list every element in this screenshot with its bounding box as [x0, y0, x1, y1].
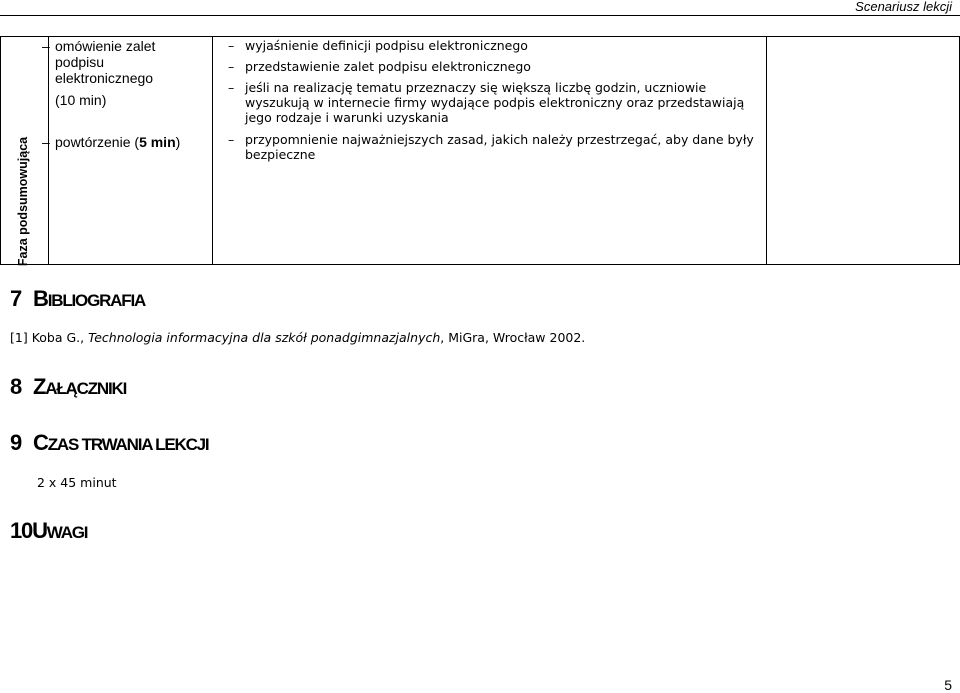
section-number: 8	[10, 374, 22, 399]
lesson-table	[0, 0, 960, 300]
row2-time-value: 5 min	[139, 134, 176, 150]
list-item-text: wyjaśnienie definicji podpisu elektronicznego	[245, 38, 528, 53]
bibliography-entry	[10, 330, 585, 345]
table-divider-1	[48, 36, 49, 264]
table-bottom-rule	[0, 264, 960, 265]
list-item	[228, 59, 748, 74]
phase-label-cell	[0, 138, 48, 264]
lesson-duration: 2 x 45 minut	[37, 475, 117, 490]
document-header-label: Scenariusz lekcji	[855, 0, 952, 14]
list-item	[228, 132, 758, 162]
row2-activities	[228, 132, 758, 162]
section-heading-attachments	[10, 374, 126, 403]
row2-time-close: )	[175, 134, 181, 150]
list-item-text: przedstawienie zalet podpisu elektronicznego	[245, 59, 531, 74]
section-title-rest: ZAS TRWANIA LEKCJI	[47, 435, 209, 454]
list-item-text: jeśli na realizację tematu przeznaczy się większą liczbę godzin, uczniowie wyszukują w internecie firmy wydające podpis elektroniczny oraz przedstawiają jego rodzaje i warunki uzyskania	[245, 80, 745, 125]
section-title-rest: IBLIOGRAFIA	[47, 291, 146, 310]
row1-topic-cell	[42, 38, 205, 108]
bibliography-publisher: , MiGra, Wrocław 2002.	[440, 330, 586, 345]
list-dash: –	[228, 132, 235, 147]
list-item	[228, 80, 748, 125]
list-item	[228, 38, 748, 53]
section-title-initial: B	[33, 286, 48, 311]
row2-topic-cell	[42, 134, 210, 150]
row2-topic: powtórzenie	[55, 134, 131, 150]
row2-topic-dash: –	[42, 134, 50, 150]
row1-time-close: )	[101, 92, 107, 108]
row1-topic-dash: –	[42, 38, 50, 54]
section-heading-notes	[10, 518, 87, 547]
row1-topic: omówienie zalet podpisu elektronicznego	[55, 38, 156, 86]
section-title-rest: AŁĄCZNIKI	[45, 379, 127, 398]
section-title-rest: WAGI	[46, 523, 88, 542]
bibliography-ref: [1]	[10, 330, 28, 345]
row2-time	[134, 134, 180, 150]
section-number: 7	[10, 286, 22, 311]
section-heading-bibliography	[10, 286, 145, 315]
section-number: 9	[10, 430, 22, 455]
row2-time-open: (	[134, 134, 140, 150]
row1-time	[55, 92, 205, 108]
row1-time-value: 10 min	[59, 92, 102, 108]
bibliography-author: Koba G.,	[31, 330, 85, 345]
section-title-initial: Z	[33, 374, 46, 399]
section-heading-duration	[10, 430, 208, 459]
bibliography-title: Technologia informacyjna dla szkół ponadgimnazjalnych	[88, 330, 441, 345]
table-divider-3	[766, 36, 767, 264]
page-number: 5	[944, 677, 952, 693]
list-dash: –	[228, 38, 235, 53]
list-dash: –	[228, 80, 235, 95]
table-top-rule	[0, 36, 960, 37]
phase-label: Faza podsumowująca	[16, 136, 31, 266]
section-title-initial: U	[32, 518, 47, 543]
section-number: 10	[10, 518, 33, 543]
table-divider-2	[212, 36, 213, 264]
list-dash: –	[228, 59, 235, 74]
row1-time-open: (	[55, 92, 60, 108]
section-title-initial: C	[33, 430, 48, 455]
list-item-text: przypomnienie najważniejszych zasad, jakich należy przestrzegać, aby dane były bezpieczne	[245, 132, 754, 162]
row1-activities	[228, 38, 748, 125]
